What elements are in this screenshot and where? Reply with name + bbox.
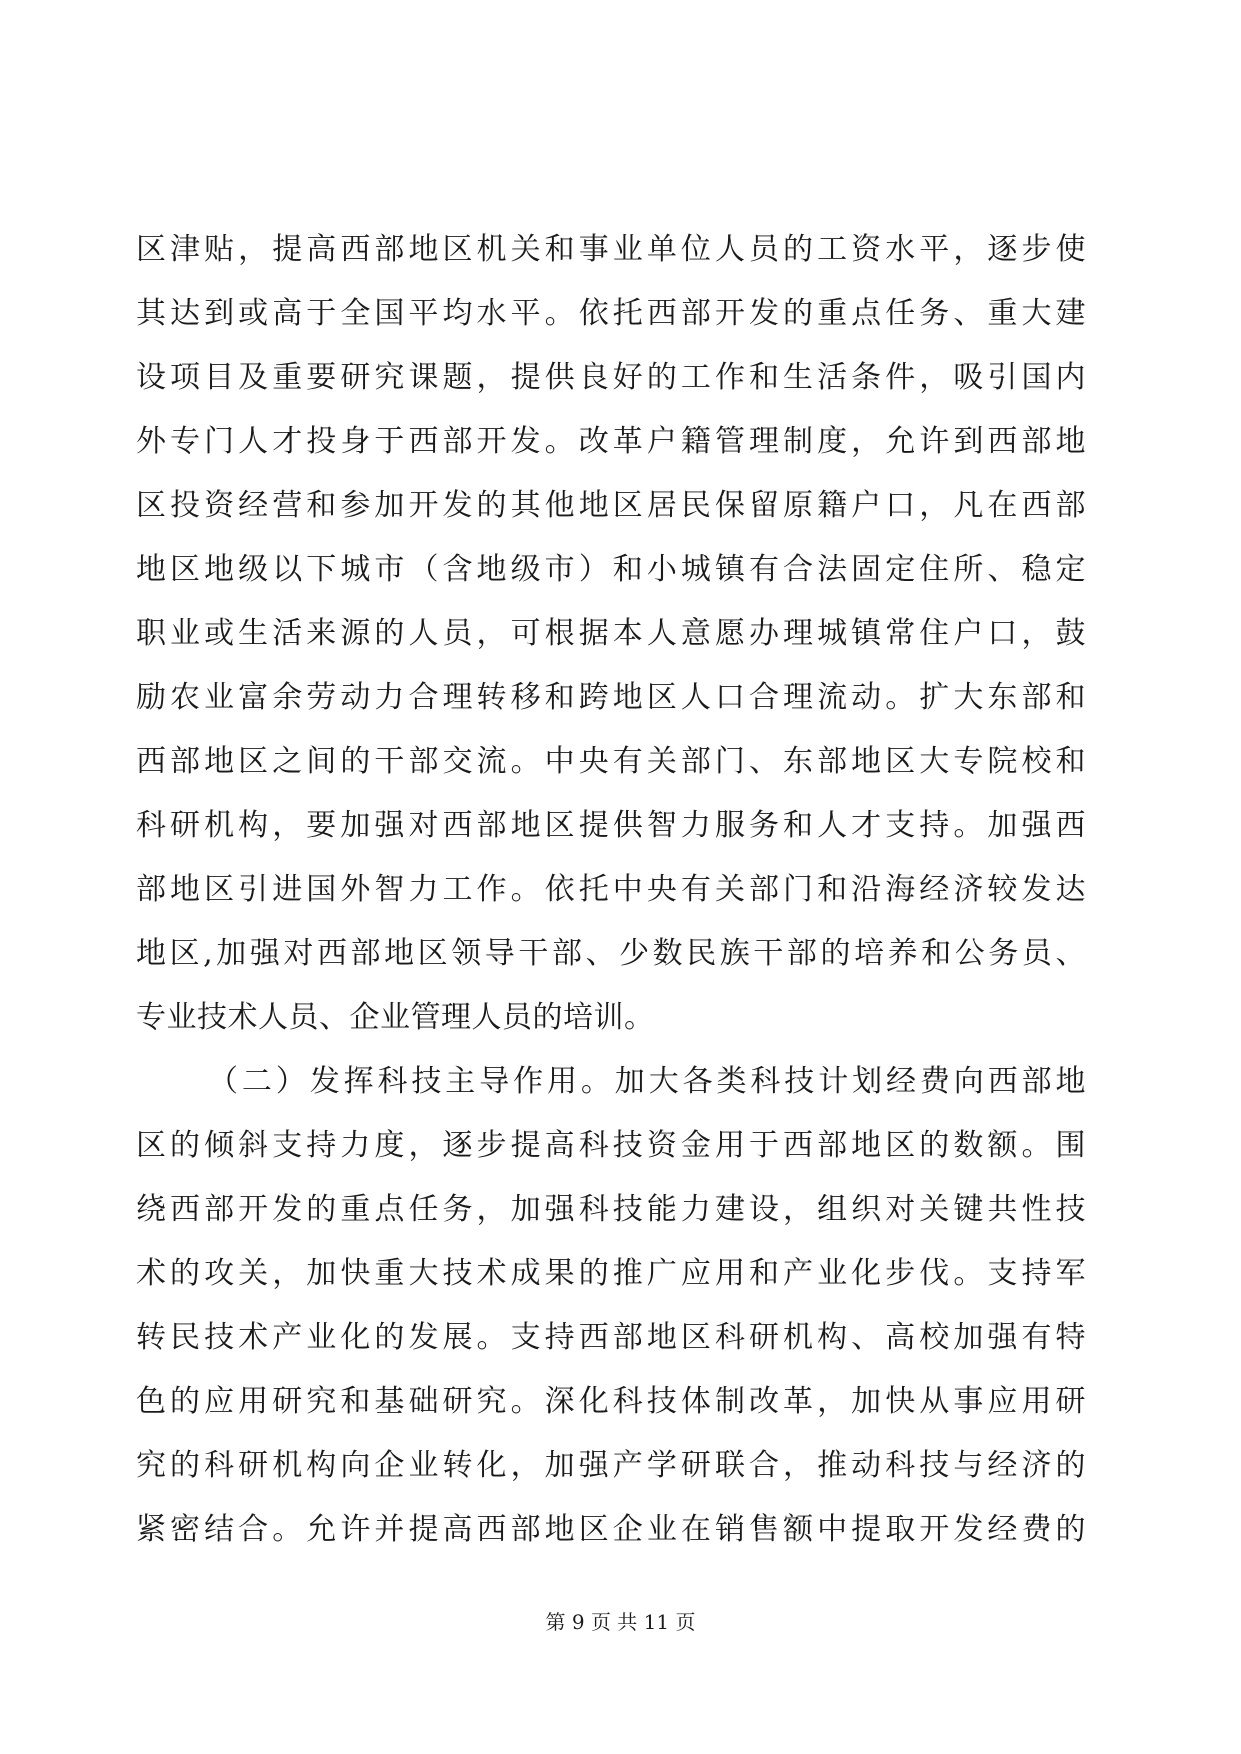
paragraph-1-line-8: 励农业富余劳动力合理转移和跨地区人口合理流动。扩大东部和 xyxy=(136,680,1086,715)
paragraph-1-line-4: 外专门人才投身于西部开发。改革户籍管理制度，允许到西部地 xyxy=(136,424,1086,459)
paragraph-1-line-11: 部地区引进国外智力工作。依托中央有关部门和沿海经济较发达 xyxy=(136,872,1086,907)
paragraph-2-line-6: 色的应用研究和基础研究。深化科技体制改革，加快从事应用研 xyxy=(136,1384,1086,1419)
paragraph-2-line-5: 转民技术产业化的发展。支持西部地区科研机构、高校加强有特 xyxy=(136,1320,1086,1355)
paragraph-2-line-8: 紧密结合。允许并提高西部地区企业在销售额中提取开发经费的 xyxy=(136,1512,1086,1547)
paragraph-2-line-1: （二）发挥科技主导作用。加大各类科技计划经费向西部地 xyxy=(208,1064,1086,1099)
paragraph-1-line-7: 职业或生活来源的人员，可根据本人意愿办理城镇常住户口，鼓 xyxy=(136,616,1086,651)
paragraph-1-line-1: 区津贴，提高西部地区机关和事业单位人员的工资水平，逐步使 xyxy=(136,232,1086,267)
paragraph-1-line-6: 地区地级以下城市（含地级市）和小城镇有合法固定住所、稳定 xyxy=(136,552,1086,587)
page-number-footer: 第 9 页 共 11 页 xyxy=(545,1610,696,1634)
paragraph-2-line-4: 术的攻关，加快重大技术成果的推广应用和产业化步伐。支持军 xyxy=(136,1256,1086,1291)
paragraph-1-line-10: 科研机构，要加强对西部地区提供智力服务和人才支持。加强西 xyxy=(136,808,1086,843)
paragraph-2-line-7: 究的科研机构向企业转化，加强产学研联合，推动科技与经济的 xyxy=(136,1448,1086,1483)
paragraph-1-line-13: 专业技术人员、企业管理人员的培训。 xyxy=(136,1000,655,1035)
paragraph-2-line-3: 绕西部开发的重点任务，加强科技能力建设，组织对关键共性技 xyxy=(136,1192,1086,1227)
paragraph-1-line-2: 其达到或高于全国平均水平。依托西部开发的重点任务、重大建 xyxy=(136,296,1086,331)
paragraph-1-line-12: 地区,加强对西部地区领导干部、少数民族干部的培养和公务员、 xyxy=(136,936,1086,971)
paragraph-1-line-9: 西部地区之间的干部交流。中央有关部门、东部地区大专院校和 xyxy=(136,744,1086,779)
paragraph-1-line-3: 设项目及重要研究课题，提供良好的工作和生活条件，吸引国内 xyxy=(136,360,1086,395)
paragraph-1-line-5: 区投资经营和参加开发的其他地区居民保留原籍户口，凡在西部 xyxy=(136,488,1086,523)
paragraph-2-line-2: 区的倾斜支持力度，逐步提高科技资金用于西部地区的数额。围 xyxy=(136,1128,1086,1163)
